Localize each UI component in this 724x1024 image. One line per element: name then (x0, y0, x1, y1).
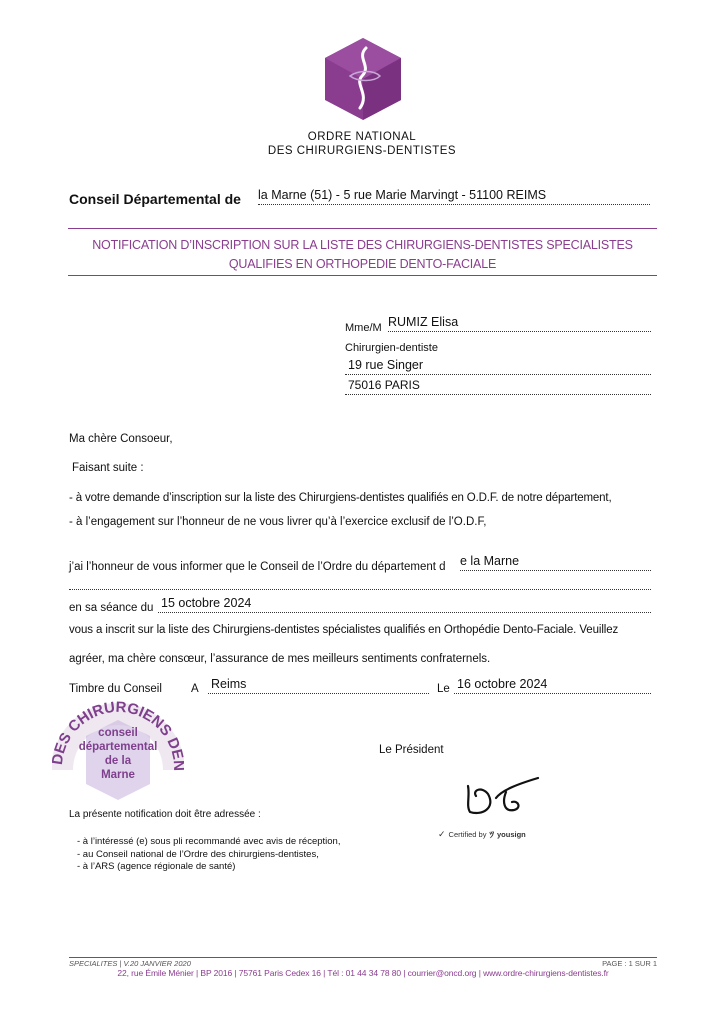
recipient-name: RUMIZ Elisa (388, 315, 459, 329)
title-line2: QUALIFIES EN ORTHOPEDIE DENTO-FACIALE (228, 257, 497, 271)
president-label: Le Président (379, 744, 444, 756)
council-stamp (52, 698, 184, 802)
stamp-line3: de la (104, 755, 132, 767)
council-label: Conseil Départemental de (69, 191, 241, 207)
title-rule-bottom (68, 275, 657, 276)
title-rule-top (68, 228, 657, 229)
session-date-field (158, 596, 651, 613)
inscription-text: vous a inscrit sur la liste des Chirurgiens-dentistes spécialistes qualifiés en Orthopédie Dento-Faciale. Veuillez (69, 624, 619, 636)
signature-icon (458, 772, 542, 822)
bullet-engagement: - à l’engagement sur l’honneur de ne vous livrer qu’à l’exercice exclusif de l’O.D.F, (69, 516, 487, 528)
notice-list (77, 836, 340, 874)
footer-rule (69, 957, 657, 958)
address-line2-field (345, 378, 651, 395)
address-line1-field (345, 358, 651, 375)
dotted-line-blank (69, 577, 651, 590)
greeting: Ma chère Consoeur, (69, 433, 173, 445)
org-name-line1: ORDRE NATIONAL (307, 131, 417, 143)
notice-heading: La présente notification doit être adressée : (69, 809, 261, 820)
inform-text: j’ai l’honneur de vous informer que le Conseil de l’Ordre du département d (69, 561, 446, 573)
title-line1: NOTIFICATION D’INSCRIPTION SUR LA LISTE DES CHIRURGIENS-DENTISTES SPECIALISTES (92, 238, 633, 252)
stamp-line4: Marne (101, 769, 135, 781)
bullet-request: - à votre demande d’inscription sur la liste des Chirurgiens-dentistes qualifiés en O.D.F. de notre département, (69, 492, 612, 504)
department-field (460, 554, 651, 571)
org-name-line2: DES CHIRURGIENS-DENTISTES (267, 145, 457, 157)
council-field (258, 188, 650, 205)
intro-text: Faisant suite : (72, 462, 144, 474)
check-icon: ✓ (438, 829, 446, 839)
place-value: Reims (211, 677, 247, 691)
document-title (68, 236, 657, 274)
place-label: A (191, 683, 199, 695)
footer-address: 22, rue Émile Ménier | BP 2016 | 75761 Paris Cedex 16 | Tél : 01 44 34 78 80 | courrier@oncd.org | www.ordre-chirurgiens-dentistes.fr (117, 968, 609, 978)
stamp-line1: conseil (98, 727, 138, 739)
address-line1: 19 rue Singer (348, 358, 424, 372)
place-field (208, 677, 429, 694)
recipient-profession: Chirurgien-dentiste (345, 342, 438, 354)
council-value: la Marne (51) - 5 rue Marie Marvingt - 51100 REIMS (258, 188, 547, 202)
stamp-ring-text: ES CHIRURGIENS D (52, 698, 184, 756)
salutation-label: Mme/M (345, 322, 382, 334)
department-value: e la Marne (460, 554, 520, 568)
footer-version: SPECIALITES | V.20 JANVIER 2020 (69, 959, 191, 968)
notice-item: - au Conseil national de l’Ordre des chirurgiens-dentistes, (77, 848, 319, 860)
yousign-logo-icon: ﾂ (489, 830, 494, 840)
certified-badge (438, 828, 526, 841)
notice-item: - à l’intéressé (e) sous pli recommandé avec avis de réception, (77, 836, 341, 847)
session-date: 15 octobre 2024 (161, 596, 252, 610)
date-value: 16 octobre 2024 (457, 677, 548, 691)
date-label: Le (437, 683, 450, 695)
stamp-label: Timbre du Conseil (69, 683, 162, 695)
session-label: en sa séance du (69, 602, 154, 614)
stamp-line2: départemental (78, 741, 158, 753)
footer-page: PAGE : 1 SUR 1 (602, 959, 657, 968)
address-line2: 75016 PARIS (348, 378, 420, 392)
yousign-text: yousign (497, 830, 526, 839)
hexagon-logo-icon (322, 36, 404, 122)
date-field (454, 677, 651, 694)
notice-item: - à l’ARS (agence régionale de santé) (77, 861, 236, 872)
certified-text: Certified by (448, 830, 487, 839)
closing-text: agréer, ma chère consœur, l’assurance de mes meilleurs sentiments confraternels. (69, 653, 491, 665)
recipient-name-field (388, 315, 651, 332)
